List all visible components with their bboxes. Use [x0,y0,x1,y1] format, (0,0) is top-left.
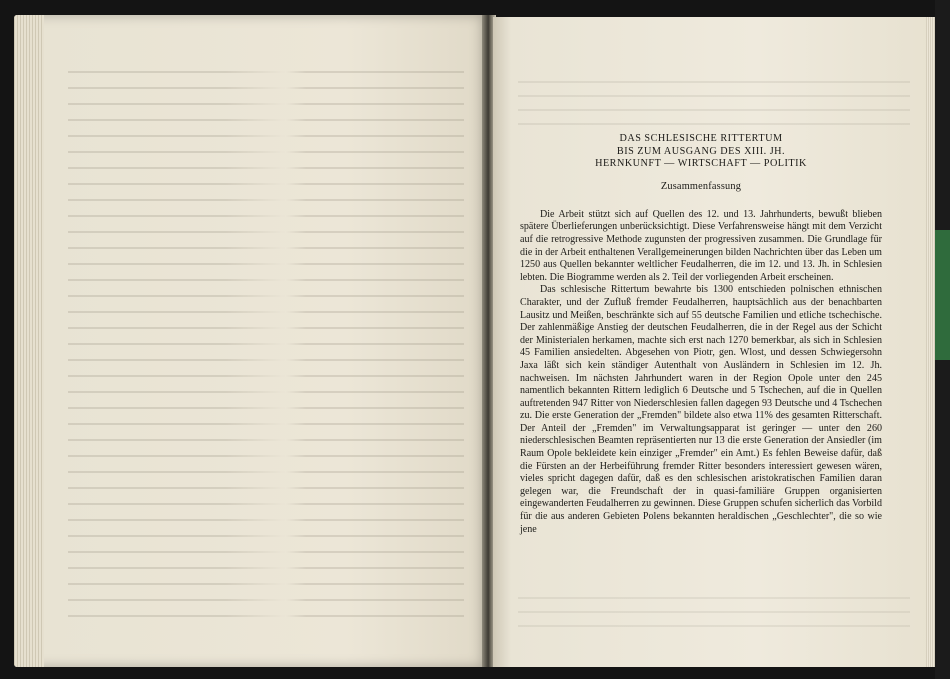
show-through-text-bottom [518,588,910,628]
chapter-title [520,133,882,171]
right-page-edges [926,17,935,667]
section-subtitle: Zusammenfassung [660,180,742,192]
left-page-edges [14,15,44,667]
paragraph-1: Die Arbeit stützt sich auf Quellen des 12. und 13. Jahrhunderts, bewußt blieben spätere Überlieferungen unberücksichtigt. Diese Verfahrensweise hängt mit dem Verzicht auf die retrogressive Methode zugunsten der progressiven zusammen. Die Grundlage für die in der Arbeit enthaltenen Verallgemeinerungen bilden Nachrichten über das Leben um 1250 aus Quellen bekannter weltlicher Feudalherren, die im 12. und 13. Jh. in Schlesien lebten. Die Biogramme werden als 2. Teil der vorliegenden Arbeit erscheinen. [520,208,882,283]
right-page-content [520,133,882,536]
left-page-faint-text [68,62,464,622]
paragraph-2: Das schlesische Rittertum bewahrte bis 1300 entschieden polnischen ethnischen Charakter, und der Zufluß fremder Feudalherren, hauptsächlich aus der benachbarten Lausitz und Meißen, beschränkte sich auf 55 deutsche Familien und etliche tschechische. Der zahlenmäßige Anstieg der deutschen Feudalherren, die in der Regel aus der Schicht der Ministerialen herkamen, machte sich erst nach 1270 bemerkbar, als sich in Schlesien 45 Familien ansiedelten. Abgesehen von Piotr, gen. Wlost, und dessen Schwiegersohn Jaxa läßt sich kein ständiger Autenthalt von Ausländern in Schlesien im 12. Jh. nachweisen. Im nächsten Jahrhundert waren in der Region Opole unter den 245 namentlich bekannten Rittern lediglich 6 Deutsche und 5 Tschechen, auf die in Quellen auftretenden 947 Ritter von Niederschlesien fallen dagegen 93 Deutsche und 4 Tschechen zu. Die erste Generation der „Fremden" bildete also etwa 11% des gesamten Ritterschaft. Der Anteil der „Fremden" im Verwaltungsapparat ist geringer — unter den 260 niederschlesischen Beamten repräsentierten nur 13 die erste Generation der Ansiedler (im Raum Opole bekleidete kein einziger „Fremder" ein Amt.) Es fehlen Beweise dafür, daß die Fürsten an der Herbeiführung fremder Ritter besonders interessiert gewesen wären, vieles spricht dagegen dafür, daß es den schlesischen aristokratischen Familien daran gelegen war, die Freundschaft der in quasi-familiäre Gruppen organisierten eingewanderten Feudalherren zu gewinnen. Diese Gruppen schufen sicherlich das Vorbild für die aus anderen Gebieten Polens bekannten heraldischen „Geschlechter", die so wie jene [520,284,882,535]
title-line-1: DAS SCHLESISCHE RITTERTUM [619,133,783,144]
background-strip [935,0,950,679]
title-line-3: HERNKUNFT — WIRTSCHAFT — POLITIK [595,158,807,170]
show-through-text-top [518,72,910,132]
title-line-2: BIS ZUM AUSGANG DES XIII. JH. [616,145,786,157]
